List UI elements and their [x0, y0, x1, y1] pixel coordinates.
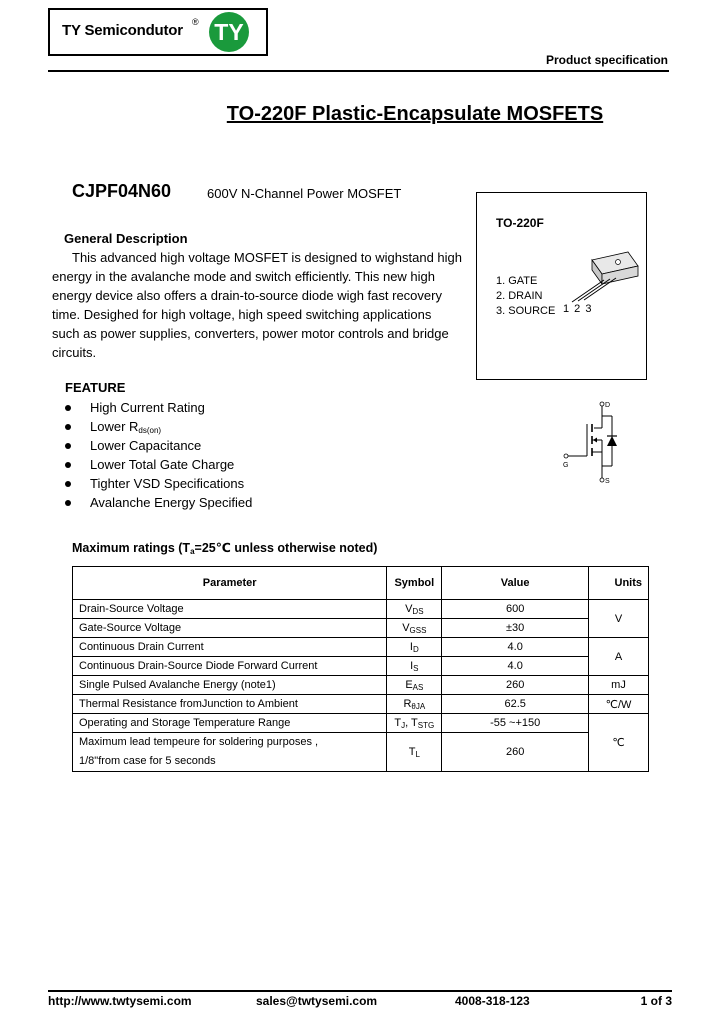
- table-row: Maximum lead tempeure for soldering purposes , 1/8"from case for 5 seconds $T_L$ 260: [73, 733, 649, 772]
- package-name: TO-220F: [496, 216, 544, 230]
- pin-drain: 2. DRAIN: [496, 290, 543, 302]
- feature-item: High Current Rating: [62, 398, 252, 417]
- column-header: Value: [442, 567, 589, 600]
- pin-gate: 1. GATE: [496, 275, 538, 287]
- max-ratings-table: [72, 566, 649, 772]
- company-name: TY Semicondutor: [62, 22, 183, 39]
- mosfet-schematic-icon: [560, 396, 630, 488]
- part-description: 600V N-Channel Power MOSFET: [207, 186, 402, 201]
- pin-numbers: 1 2 3: [563, 303, 593, 315]
- drain-label: D: [605, 402, 611, 409]
- table-row: Single Pulsed Avalanche Energy (note1) $E_{AS}$ 260 mJ: [73, 676, 649, 695]
- feature-list: [62, 398, 252, 512]
- company-logo: TY: [209, 12, 249, 52]
- column-header: Units: [589, 567, 649, 600]
- table-row: Operating and Storage Temperature Range $T_J$, $T_{STG}$ -55 ~+150 ℃: [73, 714, 649, 733]
- header-rule: [48, 70, 669, 72]
- feature-item: Lower $R_{ds(on)}$: [62, 417, 252, 436]
- part-number: CJPF04N60: [72, 181, 172, 201]
- pin-source: 3. SOURCE: [496, 305, 556, 317]
- table-row: Thermal Resistance fromJunction to Ambient $R_{\theta JA}$ 62.5 ℃/W: [73, 695, 649, 714]
- to220f-package-icon: [560, 248, 640, 308]
- general-description-text: This advanced high voltage MOSFET is designed to wighstand high energy in the avalanche mode and switch efficiently. This new high energy device also offers a drain-to-source diode wigh fast recovery time. Desighed for high voltage, high speed switching applications such as power supplies, converters, power motor controls and bridge circuits.: [52, 250, 462, 360]
- registered-mark: ®: [192, 17, 199, 27]
- gate-label: G: [563, 462, 569, 469]
- footer-rule: [48, 990, 672, 992]
- source-label: S: [605, 478, 610, 485]
- footer-phone: 4008-318-123: [455, 994, 530, 1008]
- table-header-row: [73, 567, 649, 600]
- footer-website-link[interactable]: http://www.twtysemi.com: [48, 994, 192, 1008]
- feature-item: Tighter VSD Specifications: [62, 474, 252, 493]
- page-title: TO-220F Plastic-Encapsulate MOSFETS: [226, 103, 604, 125]
- feature-item: Avalanche Energy Specified: [62, 493, 252, 512]
- table-row: Continuous Drain-Source Diode Forward Current $I_S$ 4.0: [73, 657, 649, 676]
- feature-item: Lower Total Gate Charge: [62, 455, 252, 474]
- max-ratings-heading: Maximum ratings ($T_a=25℃$ unless otherwise noted): [72, 541, 378, 556]
- product-specification-label: Product specification: [545, 53, 668, 67]
- table-row: Gate-Source Voltage $V_{GSS}$ ±30: [73, 619, 649, 638]
- feature-item: Lower Capacitance: [62, 436, 252, 455]
- column-header: Parameter: [73, 567, 387, 600]
- feature-heading: FEATURE: [65, 380, 126, 395]
- column-header: Symbol: [387, 567, 442, 600]
- footer-email-link[interactable]: sales@twtysemi.com: [256, 994, 378, 1008]
- pin-list: [496, 274, 555, 319]
- table-row: Continuous Drain Current $I_D$ 4.0 A: [73, 638, 649, 657]
- general-description-heading: General Description: [64, 231, 188, 246]
- page-number: 1 of 3: [640, 994, 672, 1008]
- table-row: Drain-Source Voltage $V_{DS}$ 600 V: [73, 600, 649, 619]
